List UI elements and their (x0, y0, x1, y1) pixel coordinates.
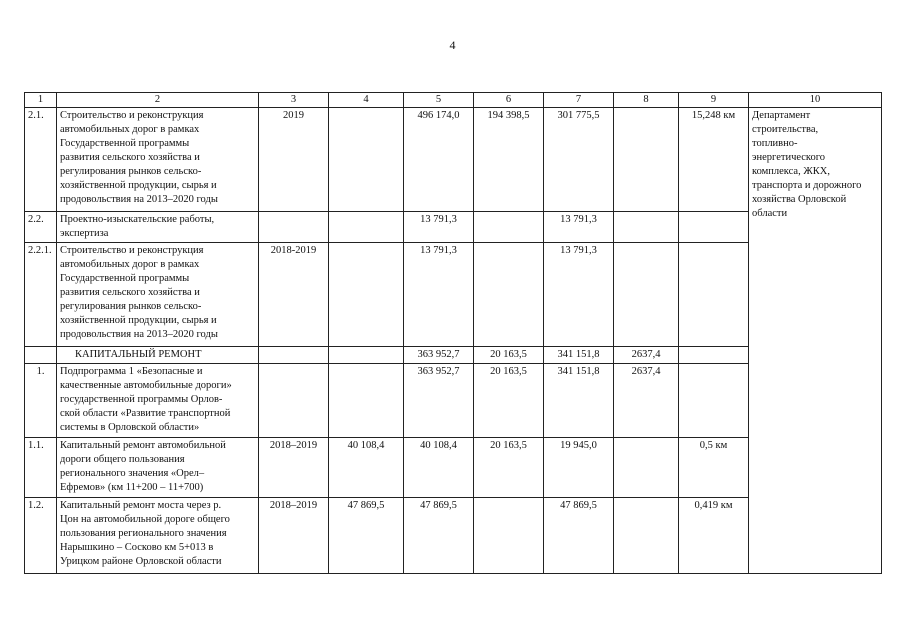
row-col9 (679, 243, 749, 347)
row-description: Проектно-изыскательские работы, экспертиза (57, 212, 259, 243)
row-col6 (474, 243, 544, 347)
row-col7: 341 151,8 (544, 364, 614, 438)
row-period (259, 347, 329, 364)
header-cell: 3 (259, 93, 329, 108)
row-col6 (474, 212, 544, 243)
row-col5: 13 791,3 (404, 243, 474, 347)
row-col7: 13 791,3 (544, 243, 614, 347)
row-period: 2019 (259, 108, 329, 212)
row-col8: 2637,4 (614, 347, 679, 364)
row-col7: 19 945,0 (544, 438, 614, 498)
row-description: Строительство и реконструкция автомобильных дорог в рамках Государственной программы развития сельского хозяйства и регулирования рынков сельско- хозяйственной продукции, сырья и продовольствия на 2013–2020 годы (57, 243, 259, 347)
row-col8 (614, 212, 679, 243)
row-col6 (474, 498, 544, 574)
row-col4: 40 108,4 (329, 438, 404, 498)
row-col7: 47 869,5 (544, 498, 614, 574)
header-cell: 8 (614, 93, 679, 108)
row-col5: 13 791,3 (404, 212, 474, 243)
header-cell: 6 (474, 93, 544, 108)
row-period (259, 364, 329, 438)
row-col6: 20 163,5 (474, 438, 544, 498)
header-cell: 7 (544, 93, 614, 108)
row-col6: 20 163,5 (474, 347, 544, 364)
row-col5: 363 952,7 (404, 347, 474, 364)
row-col4 (329, 243, 404, 347)
row-number: 2.2.1. (25, 243, 57, 347)
row-col9: 0,5 км (679, 438, 749, 498)
row-description: Подпрограмма 1 «Безопасные и качественные автомобильные дороги» государственной программы Орлов- ской области «Развитие транспортной системы в Орловской области» (57, 364, 259, 438)
row-col8 (614, 243, 679, 347)
row-period (259, 212, 329, 243)
row-col9 (679, 212, 749, 243)
header-cell: 2 (57, 93, 259, 108)
row-col8 (614, 498, 679, 574)
row-description: Строительство и реконструкция автомобильных дорог в рамках Государственной программы развития сельского хозяйства и регулирования рынков сельско- хозяйственной продукции, сырья и продовольствия на 2013–2020 годы (57, 108, 259, 212)
row-number: 2.2. (25, 212, 57, 243)
row-col5: 363 952,7 (404, 364, 474, 438)
row-col4 (329, 212, 404, 243)
program-table (24, 92, 882, 574)
row-col7: 13 791,3 (544, 212, 614, 243)
header-cell: 9 (679, 93, 749, 108)
row-col9: 15,248 км (679, 108, 749, 212)
row-period: 2018–2019 (259, 498, 329, 574)
row-col8 (614, 108, 679, 212)
row-col4 (329, 364, 404, 438)
row-number (25, 347, 57, 364)
header-cell: 1 (25, 93, 57, 108)
row-col9: 0,419 км (679, 498, 749, 574)
responsible-department: Департамент строительства, топливно- энергетического комплекса, ЖКХ, транспорта и дорожного хозяйства Орловской области (749, 108, 882, 574)
row-col7: 301 775,5 (544, 108, 614, 212)
table-row (25, 108, 882, 212)
row-col8: 2637,4 (614, 364, 679, 438)
row-number: 2.1. (25, 108, 57, 212)
row-description: Капитальный ремонт автомобильной дороги общего пользования регионального значения «Орел– Ефремов» (км 11+200 – 11+700) (57, 438, 259, 498)
row-col5: 40 108,4 (404, 438, 474, 498)
row-col4: 47 869,5 (329, 498, 404, 574)
row-number: 1. (25, 364, 57, 438)
row-period: 2018–2019 (259, 438, 329, 498)
row-period: 2018-2019 (259, 243, 329, 347)
row-col6: 20 163,5 (474, 364, 544, 438)
row-col7: 341 151,8 (544, 347, 614, 364)
header-cell: 10 (749, 93, 882, 108)
header-cell: 4 (329, 93, 404, 108)
row-col6: 194 398,5 (474, 108, 544, 212)
row-col8 (614, 438, 679, 498)
row-col4 (329, 108, 404, 212)
row-col9 (679, 347, 749, 364)
row-col9 (679, 364, 749, 438)
header-row (25, 93, 882, 108)
row-description: Капитальный ремонт моста через р. Цон на автомобильной дороге общего пользования регионального значения Нарышкино – Сосково км 5+013 в Урицком районе Орловской области (57, 498, 259, 574)
header-cell: 5 (404, 93, 474, 108)
page-number: 4 (449, 38, 456, 52)
row-col5: 47 869,5 (404, 498, 474, 574)
row-number: 1.1. (25, 438, 57, 498)
section-title: КАПИТАЛЬНЫЙ РЕМОНТ (57, 347, 259, 364)
row-col5: 496 174,0 (404, 108, 474, 212)
row-col4 (329, 347, 404, 364)
row-number: 1.2. (25, 498, 57, 574)
